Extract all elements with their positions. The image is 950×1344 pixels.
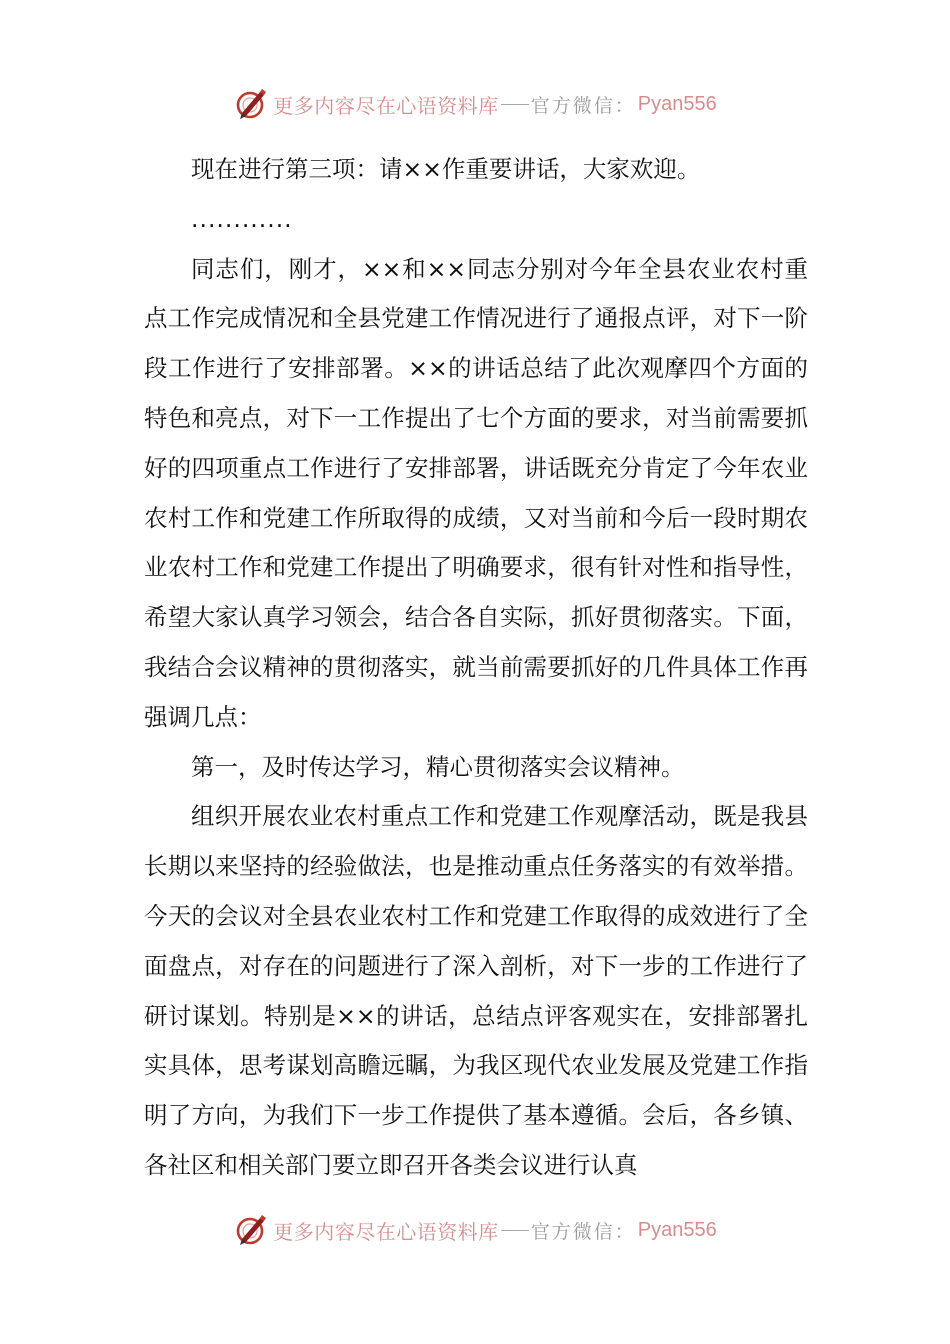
pen-logo-icon [233,1212,269,1248]
watermark-wechat-id: Pyan556 [637,1218,717,1241]
paragraph-point-one-body: 组织开展农业农村重点工作和党建工作观摩活动，既是我县长期以来坚持的经验做法，也是推动重点任务落实的有效举措。今天的会议对全县农业农村工作和党建工作取得的成效进行了全面盘点，对存在的问题进行了深入剖析，对下一步的工作进行了研讨谋划。特别是××的讲话，总结点评客观实在，安排部署扎实具体，思考谋划高瞻远瞩，为我区现代农业发展及党建工作指明了方向，为我们下一步工作提供了基本遵循。会后，各乡镇、各社区和相关部门要立即召开各类会议进行认真 [144,802,808,1179]
document-body [144,145,808,1191]
watermark-wechat-id: Pyan556 [637,92,717,115]
paragraph-point-one-heading: 第一，及时传达学习，精心贯彻落实会议精神。 [191,752,685,781]
pen-logo-icon [233,86,269,122]
paragraph-ellipsis: ............ [191,204,293,233]
watermark-divider [501,104,529,105]
watermark-footer [0,1208,950,1252]
watermark-site-text: 更多内容尽在心语资料库 [273,1219,499,1244]
paragraph-speech-intro: 同志们，刚才，××和××同志分别对今年全县农业农村重点工作完成情况和全县党建工作情况进行了通报点评，对下一阶段工作进行了安排部署。××的讲话总结了此次观摩四个方面的特色和亮点，对下一工作提出了七个方面的要求，对当前需要抓好的四项重点工作进行了安排部署，讲话既充分肯定了今年农业农村工作和党建工作所取得的成绩，又对当前和今后一段时期农业农村工作和党建工作提出了明确要求，很有针对性和指导性，希望大家认真学习领会，结合各自实际，抓好贯彻落实。下面，我结合会议精神的贯彻落实，就当前需要抓好的几件具体工作再强调几点： [144,254,808,731]
watermark-wechat-label: 官方微信： [530,94,636,117]
paragraph-announcement: 现在进行第三项：请××作重要讲话，大家欢迎。 [191,155,701,183]
watermark-header [0,82,950,126]
watermark-divider [501,1230,529,1231]
watermark-site-text: 更多内容尽在心语资料库 [273,93,499,118]
watermark-wechat-label: 官方微信： [530,1220,636,1243]
